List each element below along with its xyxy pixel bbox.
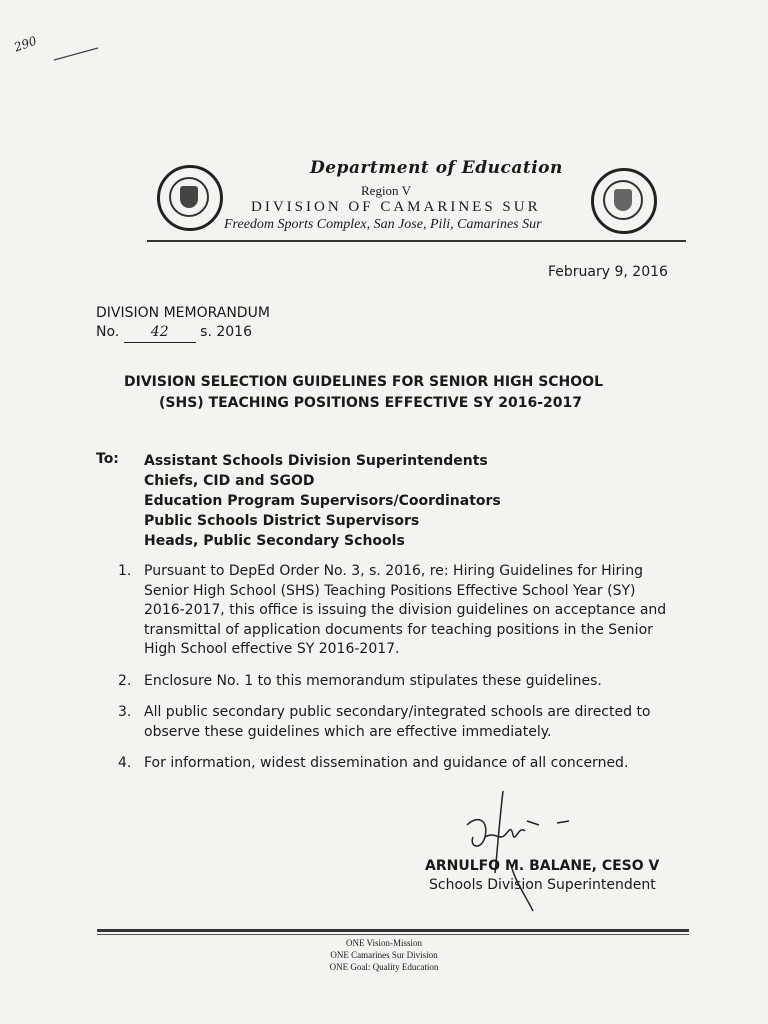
division-address: Freedom Sports Complex, San Jose, Pili, Camarines Sur	[224, 217, 542, 232]
recipient-list	[144, 451, 501, 551]
memo-items	[118, 562, 678, 786]
memo-number: 42	[124, 322, 196, 343]
recipient: Chiefs, CID and SGOD	[144, 473, 315, 489]
footer-motto: ONE Vision-Mission ONE Camarines Sur Division ONE Goal: Quality Education	[329, 938, 439, 972]
memo-title-line1: DIVISION SELECTION GUIDELINES FOR SENIOR HIGH SCHOOL	[124, 374, 603, 390]
memo-number-line	[96, 322, 252, 343]
memo-item: 2. Enclosure No. 1 to this memorandum stipulates these guidelines.	[118, 672, 602, 689]
header-divider	[147, 240, 686, 242]
signatory-name: ARNULFO M. BALANE, CESO V	[425, 858, 660, 874]
deped-seal-right-icon	[591, 168, 657, 234]
memo-date: February 9, 2016	[548, 264, 668, 280]
memo-series: s. 2016	[200, 324, 252, 340]
recipient: Heads, Public Secondary Schools	[144, 533, 405, 549]
memo-title-line2: (SHS) TEACHING POSITIONS EFFECTIVE SY 2016-2017	[159, 395, 582, 411]
margin-note: 290	[12, 33, 39, 55]
memo-no-label: No.	[96, 324, 120, 340]
division-name: DIVISION OF CAMARINES SUR	[251, 199, 541, 215]
recipient: Education Program Supervisors/Coordinators	[144, 493, 501, 509]
margin-stroke	[52, 44, 102, 64]
memo-item: 1. Pursuant to DepEd Order No. 3, s. 2016, re: Hiring Guidelines for Hiring Senior High School (SHS) Teaching Positions Effective School Year (SY) 2016-2017, this office is issuing the division guidelines on acceptance and transmittal of application documents for teaching positions in the Senior High School effective SY 2016-2017.	[118, 563, 667, 657]
footer-divider-thin	[97, 934, 689, 935]
to-label: To:	[96, 451, 119, 467]
memo-item: 3. All public secondary public secondary/integrated schools are directed to observe these guidelines which are effective immediately.	[118, 704, 651, 740]
region-name: Region V	[361, 183, 411, 198]
handwritten-signature	[455, 785, 575, 915]
signatory-title: Schools Division Superintendent	[429, 877, 656, 893]
department-name: Department of Education	[310, 158, 563, 178]
deped-seal-left-icon	[157, 165, 223, 231]
recipient: Public Schools District Supervisors	[144, 513, 420, 529]
memo-item: 4. For information, widest dissemination and guidance of all concerned.	[118, 755, 629, 771]
recipient: Assistant Schools Division Superintendents	[144, 453, 488, 469]
footer-divider	[97, 929, 689, 932]
memo-type: DIVISION MEMORANDUM	[96, 305, 270, 321]
